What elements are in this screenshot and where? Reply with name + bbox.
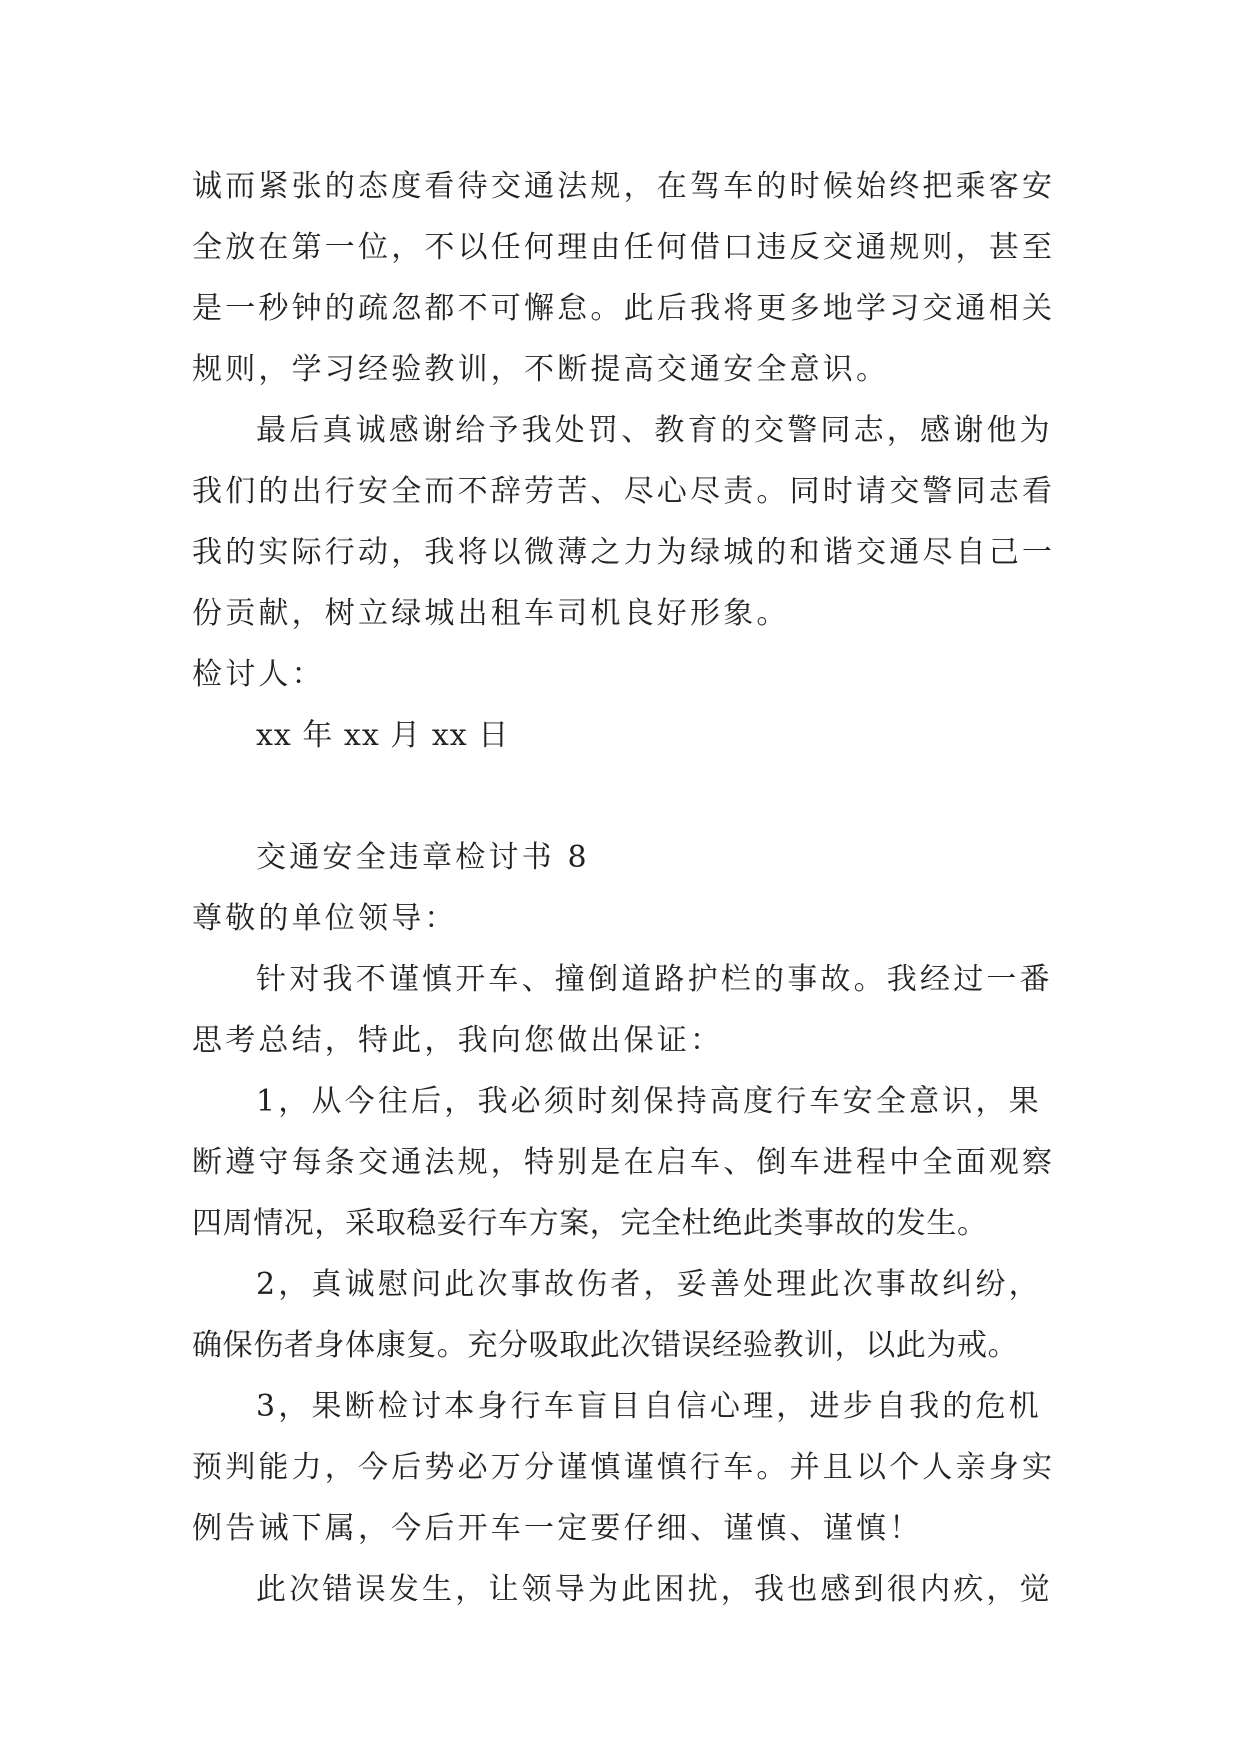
signature-label: 检讨人： bbox=[192, 657, 325, 692]
paragraph-line: 全放在第一位，不以任何理由任何借口违反交通规则，甚至 bbox=[192, 230, 1056, 265]
paragraph-line: 规则，学习经验教训，不断提高交通安全意识。 bbox=[192, 352, 890, 387]
paragraph-line: 最后真诚感谢给予我处罚、教育的交警同志，感谢他为 bbox=[256, 413, 1053, 448]
list-item-line: 断遵守每条交通法规，特别是在启车、倒车进程中全面观察 bbox=[192, 1145, 1056, 1180]
list-item-line: 确保伤者身体康复。充分吸取此次错误经验教训，以此为戒。 bbox=[192, 1328, 1019, 1363]
paragraph-line: 针对我不谨慎开车、撞倒道路护栏的事故。我经过一番 bbox=[256, 962, 1053, 997]
list-item-line: 3，果断检讨本身行车盲目自信心理，进步自我的危机 bbox=[256, 1389, 1042, 1424]
section-title: 交通安全违章检讨书 8 bbox=[256, 840, 590, 875]
list-item-line: 2，真诚慰问此次事故伤者，妥善处理此次事故纠纷， bbox=[256, 1267, 1042, 1302]
paragraph-line: 诚而紧张的态度看待交通法规，在驾车的时候始终把乘客安 bbox=[192, 169, 1056, 204]
list-item-line: 预判能力，今后势必万分谨慎谨慎行车。并且以个人亲身实 bbox=[192, 1450, 1056, 1485]
paragraph-line: 是一秒钟的疏忽都不可懈怠。此后我将更多地学习交通相关 bbox=[192, 291, 1056, 326]
paragraph-line: 我的实际行动，我将以微薄之力为绿城的和谐交通尽自己一 bbox=[192, 535, 1056, 570]
signature-date: xx 年 xx 月 xx 日 bbox=[256, 718, 510, 753]
list-item-line: 四周情况，采取稳妥行车方案，完全杜绝此类事故的发生。 bbox=[192, 1206, 988, 1241]
paragraph-line: 思考总结，特此，我向您做出保证： bbox=[192, 1023, 724, 1058]
list-item-line: 1，从今往后，我必须时刻保持高度行车安全意识，果 bbox=[256, 1084, 1042, 1119]
list-item-line: 例告诫下属，今后开车一定要仔细、谨慎、谨慎！ bbox=[192, 1511, 923, 1546]
paragraph-line: 份贡献，树立绿城出租车司机良好形象。 bbox=[192, 596, 790, 631]
paragraph-line: 我们的出行安全而不辞劳苦、尽心尽责。同时请交警同志看 bbox=[192, 474, 1056, 509]
paragraph-line: 此次错误发生，让领导为此困扰，我也感到很内疚，觉 bbox=[256, 1572, 1053, 1607]
salutation: 尊敬的单位领导： bbox=[192, 901, 458, 936]
